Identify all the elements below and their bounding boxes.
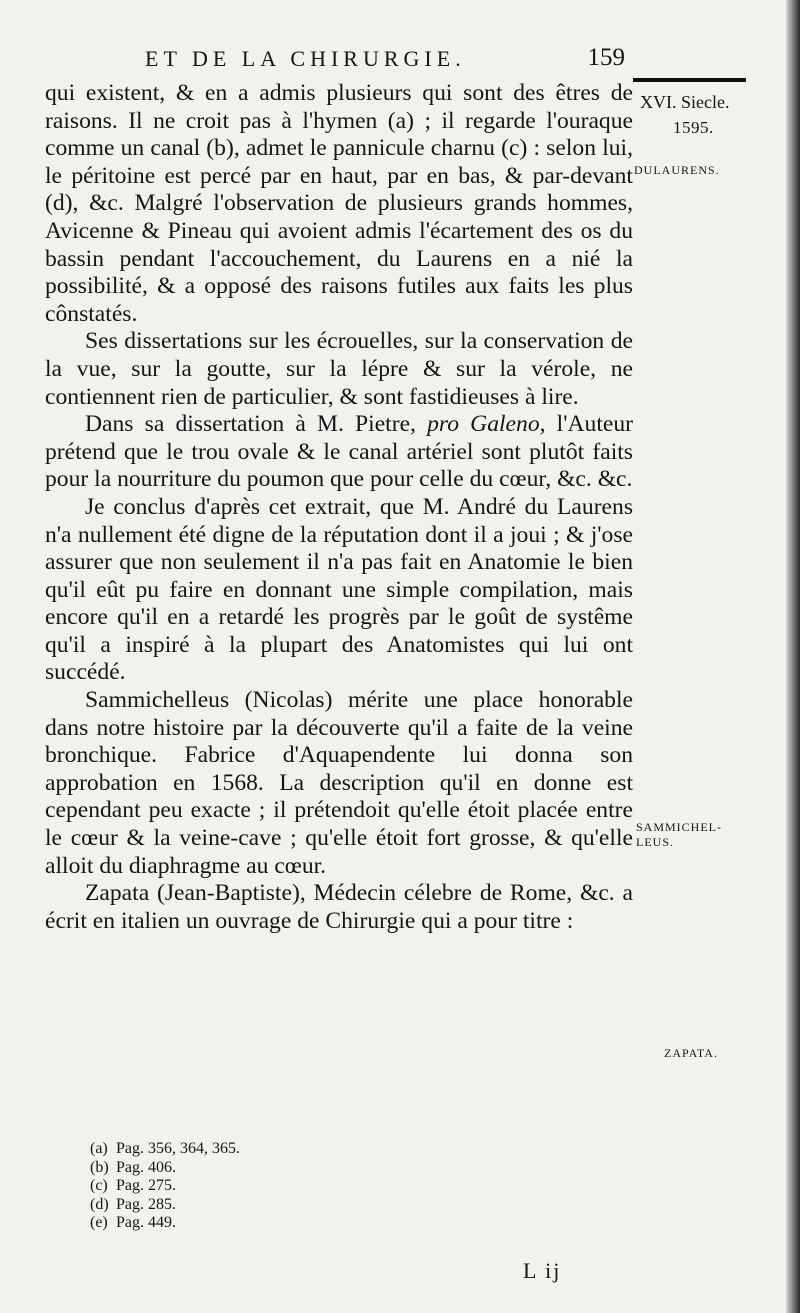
margin-note-zapata: ZAPATA.: [664, 1046, 718, 1060]
page-edge: [786, 0, 800, 1313]
footnote-mark: (c): [90, 1177, 108, 1194]
margin-note-sammichelleus-line1: SAMMICHEL-: [636, 820, 723, 834]
paragraph: Dans sa dissertation à M. Pietre, pro Galeno, l'Auteur prétend que le trou ovale & le canal artériel sont plutôt faits pour la nourriture du poumon que pour celle du cœur, &c. &c.: [45, 411, 633, 493]
running-head: ET DE LA CHIRURGIE.: [145, 46, 466, 71]
signature-mark: L ij: [523, 1258, 562, 1283]
paragraph: Sammichelleus (Nicolas) mérite une place honorable dans notre histoire par la découverte qu'il a faite de la veine bronchique. Fabrice d'Aquapendente lui donna son approbation en 1568. La description qu'il en donne est cependant peu exacte ; il prétendoit qu'elle étoit placée entre le cœur & la veine-cave ; qu'elle étoit fort grosse, & qu'elle alloit du diaphragme au cœur.: [45, 687, 633, 879]
page-number: 159: [587, 44, 625, 71]
main-text: [45, 80, 633, 935]
paragraph: Ses dissertations sur les écrouelles, sur la conservation de la vue, sur la goutte, sur la lépre & sur la vérole, ne contiennent rien de particulier, & sont fastidieuses à lire.: [45, 328, 633, 410]
margin-note-year: 1595.: [673, 118, 714, 137]
footnote-mark: (b): [90, 1158, 109, 1176]
footnote-text: Pag. 285.: [116, 1195, 176, 1213]
footnote: [90, 1159, 490, 1178]
footnote: [90, 1196, 490, 1215]
footnote-text: Pag. 356, 364, 365.: [116, 1140, 240, 1157]
margin-note-sammichelleus: [636, 820, 722, 850]
footnote-mark: (d): [90, 1195, 109, 1213]
page-header: [145, 38, 665, 78]
footnote: [90, 1177, 490, 1196]
margin-rule: [633, 78, 746, 82]
margin-note-sammichelleus-line2: LEUS.: [636, 835, 674, 849]
footnote-mark: (a): [90, 1140, 108, 1157]
footnote-text: Pag. 449.: [116, 1214, 176, 1231]
footnote-text: Pag. 406.: [116, 1158, 176, 1176]
latin-title: pro Galeno: [427, 411, 540, 438]
paragraph: Zapata (Jean-Baptiste), Médecin célebre de Rome, &c. a écrit en italien un ouvrage de Chirurgie qui a pour titre :: [45, 880, 633, 934]
footnote: [90, 1214, 490, 1233]
margin-note-dulaurens: DULAURENS.: [634, 163, 720, 177]
footnote-text: Pag. 275.: [116, 1177, 176, 1194]
paragraph: qui existent, & en a admis plusieurs qui sont des êtres de raisons. Il ne croit pas à l'hymen (a) ; il regarde l'ouraque comme un canal (b), admet le pannicule charnu (c) : selon lui, le péritoine est percé par en haut, par en bas, & par-devant (d), &c. Malgré l'observation de plusieurs grands hommes, Avicenne & Pineau qui avoient admis l'écartement des os du bassin pendant l'accouchement, du Laurens en a nié la possibilité, & a opposé des raisons futiles aux faits les plus cônstatés.: [45, 80, 633, 327]
margin-note-century: XVI. Siecle.: [640, 92, 730, 112]
footnote: [90, 1140, 490, 1159]
footnotes: [90, 1140, 490, 1233]
footnote-mark: (e): [90, 1214, 108, 1231]
paragraph: Je conclus d'après cet extrait, que M. André du Laurens n'a nullement été digne de la réputation dont il a joui ; & j'ose assurer que non seulement il n'a pas fait en Anatomie le bien qu'il eût pu faire en donnant une simple compilation, mais encore qu'il en a retardé les progrès par le goût de systême qu'il a inspiré à la plupart des Anatomistes qui lui ont succédé.: [45, 493, 633, 686]
